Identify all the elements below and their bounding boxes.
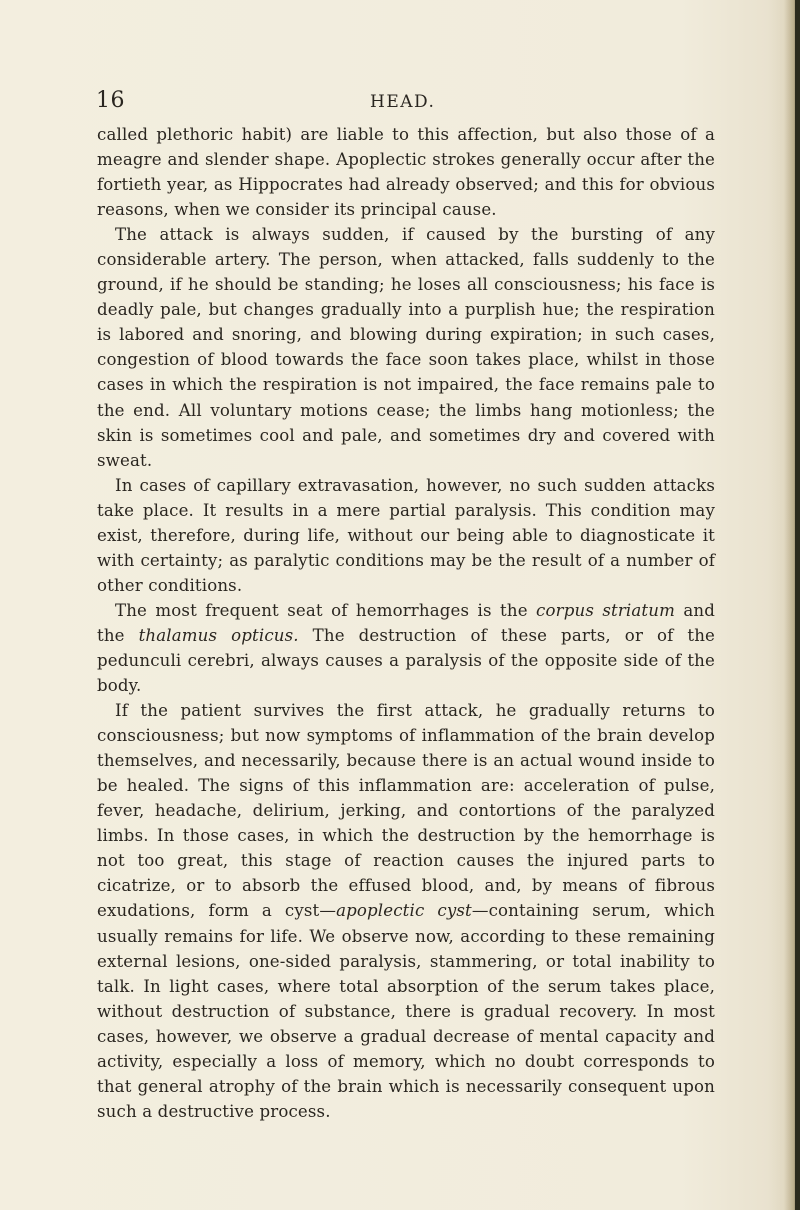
page-number: 16 [96,88,125,113]
page-spine-edge [795,0,800,1210]
paragraph: called plethoric habit) are liable to this affection, but also those of a meagre and slender shape. Apoplectic strokes generally occur after the fortieth year, as Hippocrates had already observed; and this for obvious reasons, when we consider its principal cause. [97,125,715,220]
anatomical-term: thalamus opticus. [138,625,299,645]
body-text [97,122,715,1124]
paragraph-text: If the patient survives the first attack, he gradually returns to consciousness; but now symptoms of inflammation of the brain develop themselves, and necessarily, because there is an actual wound inside to be healed. The signs of this inflammation are: acceleration of pulse, fever, headache, delirium, jerking, and contortions of the paralyzed limbs. In those cases, in which the destruction by the hemorrhage is not too great, this stage of reaction causes the injured parts to cicatrize, or to absorb the effused blood, and, by means of fibrous exudations, form a cyst— [97,701,715,921]
paragraph-text: The most frequent seat of hemorrhages is the [115,600,537,620]
anatomical-term: corpus striatum [536,600,675,620]
paragraph-text: and the [97,600,715,645]
paragraph-text: The destruction of these parts, or of the pedunculi cerebri, always causes a paralysis of the opposite side of the body. [97,625,715,696]
section-title: HEAD. [370,92,436,112]
paragraph: The attack is always sudden, if caused by the bursting of any considerable artery. The person, when attacked, falls suddenly to the ground, if he should be standing; he loses all consciousness; his face is deadly pale, but changes gradually into a purplish hue; the respiration is labored and snoring, and blowing during expiration; in such cases, congestion of blood towards the face soon takes place, whilst in those cases in which the respiration is not impaired, the face remains pale to the end. All voluntary motions cease; the limbs hang motionless; the skin is sometimes cool and pale, and sometimes dry and covered with sweat. [97,225,715,470]
paragraph-text: —containing serum, which usually remains for life. We observe now, according to these remaining external lesions, one-sided paralysis, stammering, or total inability to talk. In light cases, where total absorption of the serum takes place, without destruction of substance, there is gradual recovery. In most cases, however, we observe a gradual decrease of mental capacity and activity, especially a loss of memory, which no doubt corresponds to that general atrophy of the brain which is necessarily consequent upon such a destructive process. [97,901,715,1121]
running-head [96,88,696,118]
paragraph [97,598,715,698]
medical-term: apoplectic cyst [336,901,472,921]
paragraph [97,698,715,1124]
paragraph: In cases of capillary extravasation, however, no such sudden attacks take place. It results in a mere partial paralysis. This condition may exist, therefore, during life, without our being able to diagnosticate it with certainty; as paralytic conditions may be the result of a number of other conditions. [97,475,715,595]
